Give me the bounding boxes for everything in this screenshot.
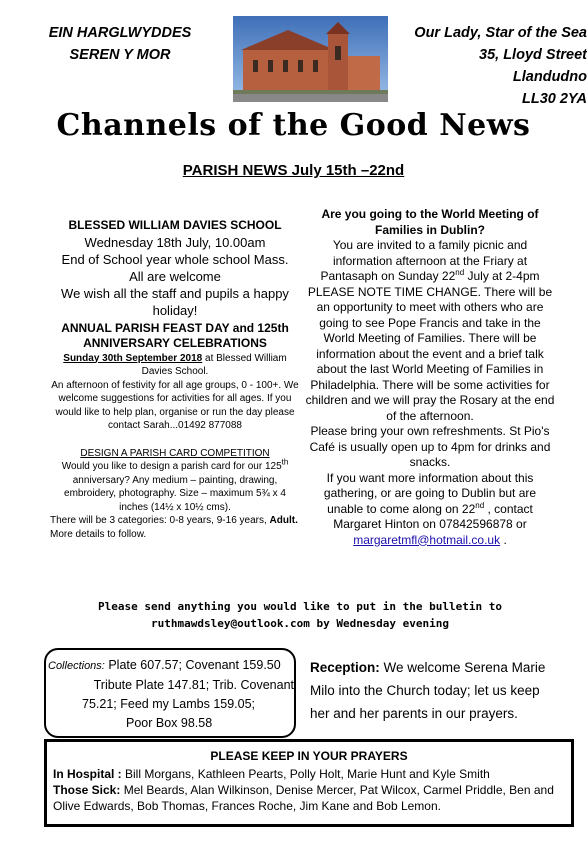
card-body-part2: anniversary? Any medium – painting, drawing, embroidery, photography. Size – maximum 5¾ x 4 inches (14½ x 10½ cms). bbox=[64, 474, 286, 513]
prayers-title: PLEASE KEEP IN YOUR PRAYERS bbox=[210, 749, 408, 763]
card-categories bbox=[50, 514, 300, 541]
card-body-sup: th bbox=[281, 457, 289, 467]
bulletin-line2 bbox=[70, 615, 530, 632]
dublin-p3-start: If you want more information about this gathering, or are going to Dublin but are unable to come along on 22 bbox=[323, 470, 537, 516]
school-line3: All are welcome bbox=[129, 268, 221, 284]
collections-line4: Poor Box 98.58 bbox=[126, 716, 213, 730]
collections-line2: Tribute Plate 147.81; Trib. Covenant bbox=[93, 678, 294, 692]
collections-text bbox=[48, 656, 294, 733]
parish-news-dates: PARISH NEWS July 15th –22nd bbox=[182, 162, 405, 179]
hospital-line bbox=[53, 766, 565, 782]
card-adult: Adult. bbox=[269, 515, 298, 526]
sick-line bbox=[53, 782, 565, 814]
bulletin-line1: Please send anything you would like to put in the bulletin to bbox=[98, 600, 502, 613]
school-line2: End of School year whole school Mass. bbox=[61, 251, 289, 267]
reception-text: We welcome Serena Marie Milo into the Church today; let us keep her and her parents in our prayers. bbox=[310, 660, 546, 721]
hospital-label: In Hospital : bbox=[53, 767, 122, 781]
dublin-email-line bbox=[305, 533, 555, 549]
parish-address bbox=[395, 22, 587, 110]
prayers-box bbox=[44, 739, 574, 827]
right-column bbox=[305, 207, 555, 548]
contact-email-link[interactable]: margaretmfl@hotmail.co.uk bbox=[353, 532, 501, 547]
bulletin-notice bbox=[70, 598, 530, 632]
card-body-part1: Would you like to design a parish card for our 125 bbox=[61, 461, 282, 472]
reception-notice bbox=[310, 656, 560, 725]
feast-date: Sunday 30th September 2018 bbox=[63, 352, 203, 364]
dublin-p3-sup: nd bbox=[475, 500, 485, 510]
dublin-paragraph3 bbox=[305, 471, 555, 533]
address-town: Llandudno bbox=[512, 69, 587, 85]
feast-title: ANNUAL PARISH FEAST DAY and 125th ANNIVERSARY CELEBRATIONS bbox=[61, 320, 289, 350]
card-competition-title: DESIGN A PARISH CARD COMPETITION bbox=[80, 447, 270, 459]
left-column bbox=[50, 218, 300, 541]
dublin-p3-end: , contact Margaret Hinton on 07842596878 or bbox=[333, 501, 533, 531]
card-competition-body bbox=[50, 457, 300, 514]
collections-line1 bbox=[48, 656, 294, 676]
feast-date-line bbox=[50, 352, 300, 379]
welsh-name-line1: EIN HARGLWYDDES bbox=[48, 25, 192, 41]
collections-label: Collections: bbox=[48, 660, 105, 672]
sick-names: Mel Beards, Alan Wilkinson, Denise Mercer, Pat Wilcox, Carmel Priddle, Ben and Olive Edwards, Bob Thomas, Frances Roche, Jim Kane and Bob Lemon. bbox=[53, 783, 554, 813]
address-postcode: LL30 2YA bbox=[521, 91, 587, 107]
welsh-parish-name bbox=[20, 22, 220, 66]
sick-label: Those Sick: bbox=[53, 783, 121, 797]
church-photo bbox=[233, 16, 388, 102]
bulletin-email[interactable]: ruthmawdsley@outlook.com bbox=[150, 617, 310, 630]
school-line4: We wish all the staff and pupils a happy holiday! bbox=[61, 285, 289, 318]
dublin-title: Are you going to the World Meeting of Families in Dublin? bbox=[321, 207, 539, 237]
dublin-p1-sup: nd bbox=[455, 268, 465, 277]
card-categories-text: There will be 3 categories: 0-8 years, 9-16 years, bbox=[50, 515, 270, 526]
newsletter-title: Channels of the Good News bbox=[56, 108, 531, 143]
hospital-names: Bill Morgans, Kathleen Pearts, Polly Holt, Marie Hunt and Kyle Smith bbox=[121, 767, 490, 781]
dublin-p1-end: July at 2-4pm PLEASE NOTE TIME CHANGE. There will be an opportunity to meet with others who are going to see Pope Francis and take in the World Meeting of Families. There will be information about the event and a brief talk about the last World Meeting of Families in Philadelphia. There will be some activities for children and we will pray the Rosary at the end of the afternoon. bbox=[305, 269, 555, 423]
feast-body: An afternoon of festivity for all age groups, 0 - 100+. We welcome suggestions for activities for all ages. If you would like to help plan, organise or run the day please contact Sarah...01492 877088 bbox=[51, 379, 299, 431]
bulletin-deadline: by Wednesday evening bbox=[309, 617, 450, 630]
welsh-name-line2: SEREN Y MOR bbox=[69, 47, 171, 63]
email-trailing: . bbox=[500, 532, 507, 547]
school-line1: Wednesday 18th July, 10.00am bbox=[84, 234, 266, 250]
collections-plate: Plate 607.57; Covenant 159.50 bbox=[104, 658, 281, 672]
card-more-details: More details to follow. bbox=[50, 528, 147, 540]
dublin-paragraph2: Please bring your own refreshments. St Pio's Café is usually open up to 4pm for drinks and snacks. bbox=[309, 424, 551, 469]
collections-line3: 75.21; Feed my Lambs 159.05; bbox=[82, 697, 256, 711]
dublin-p1-start: You are invited to a family picnic and information afternoon at the Friary at Pantasaph on Sunday 22 bbox=[320, 238, 528, 283]
address-street: 35, Lloyd Street bbox=[479, 47, 587, 63]
dublin-paragraph1 bbox=[305, 238, 555, 424]
reception-label: Reception: bbox=[310, 660, 380, 675]
feast-place: at Blessed William Davies School. bbox=[141, 352, 287, 377]
school-title: BLESSED WILLIAM DAVIES SCHOOL bbox=[68, 218, 282, 232]
parish-news-heading bbox=[0, 162, 587, 179]
parish-name-english: Our Lady, Star of the Sea bbox=[414, 25, 587, 41]
